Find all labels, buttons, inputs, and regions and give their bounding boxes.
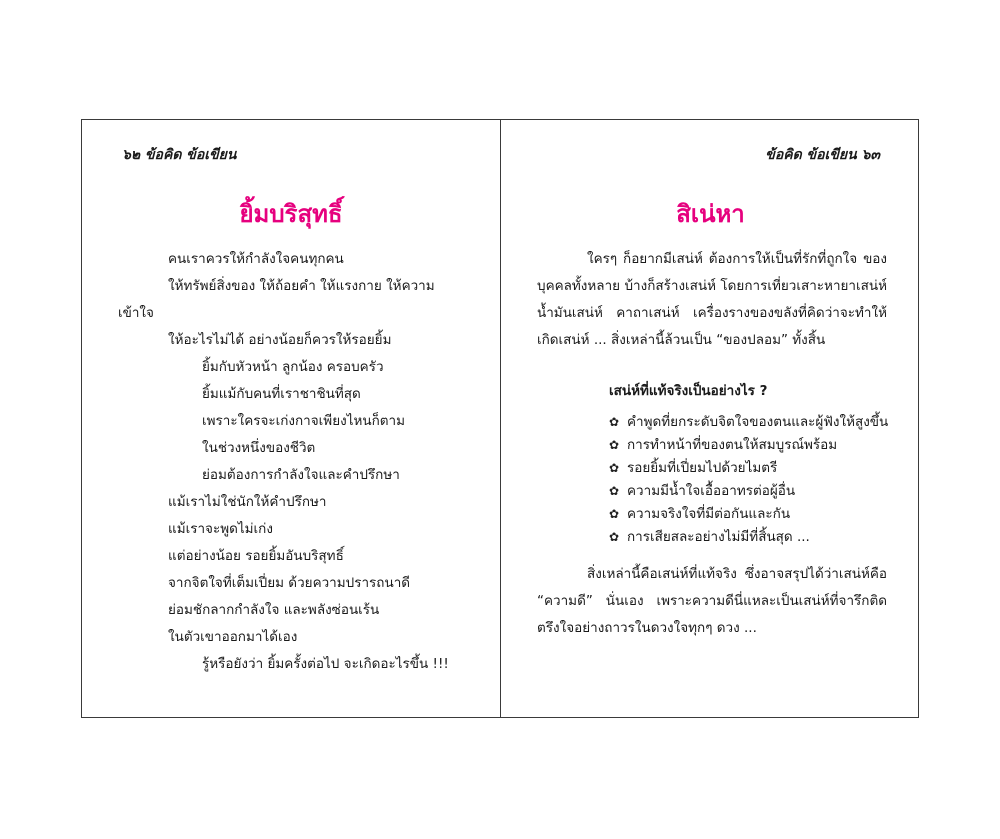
bullet-item [609,411,887,434]
flower-bullet-icon: ✿ [609,484,620,498]
bullet-item [609,434,887,457]
bullet-list [537,411,887,549]
right-page-title: สิเน่หา [676,200,745,228]
right-running-header: ข้อคิด ข้อเขียน ๖๓ [765,147,880,163]
left-running-header: ๖๒ ข้อคิด ข้อเขียน [122,147,237,163]
left-page [82,120,501,717]
poem-line: ยิ้มแม้กับคนที่เราชาชินที่สุด [202,386,361,402]
poem-line: แม้เราจะพูดไม่เก่ง [168,521,273,537]
flower-bullet-icon: ✿ [609,507,620,521]
bullet-text: รอยยิ้มที่เปี่ยมไปด้วยไมตรี [627,460,778,476]
flower-bullet-icon: ✿ [609,415,620,429]
left-poem [118,246,468,678]
bullet-item [609,480,887,503]
flower-bullet-icon: ✿ [609,530,620,544]
left-page-title: ยิ้มบริสุทธิ์ [239,200,343,228]
intro-paragraph: ใครๆ ก็อยากมีเสน่ห์ ต้องการให้เป็นที่รักที่ถูกใจ ของบุคคลทั้งหลาย บ้างก็สร้างเสน่ห์ โดยการเที่ยวเสาะหายาเสน่ห์ น้ำมันเสน่ห์ คาถาเสน่ห์ เครื่องรางของขลังที่คิดว่าจะทำให้เกิดเสน่ห์ ... สิ่งเหล่านี้ล้วนเป็น “ของปลอม” ทั้งสิ้น [537,251,887,348]
poem-line: ในตัวเขาออกมาได้เอง [168,629,298,645]
flower-bullet-icon: ✿ [609,461,620,475]
bullet-text: คำพูดที่ยกระดับจิตใจของตนและผู้ฟังให้สูงขึ้น [627,414,889,430]
bullet-text: ความมีน้ำใจเอื้ออาทรต่อผู้อื่น [627,483,796,499]
flower-bullet-icon: ✿ [609,438,620,452]
poem-line: ย่อมต้องการกำลังใจและคำปรึกษา [202,467,400,483]
bullet-text: การทำหน้าที่ของตนให้สมบูรณ์พร้อม [627,437,838,453]
bullet-item [609,457,887,480]
poem-line: จากจิตใจที่เต็มเปี่ยม ด้วยความปรารถนาดี [168,575,411,591]
poem-line: แต่อย่างน้อย รอยยิ้มอันบริสุทธิ์ [168,548,344,564]
bullet-text: ความจริงใจที่มีต่อกันและกัน [627,506,791,522]
book-spread [81,119,919,718]
right-page [501,120,920,717]
poem-line: ยิ้มกับหัวหน้า ลูกน้อง ครอบครัว [202,359,384,375]
poem-line: ให้ทรัพย์สิ่งของ ให้ถ้อยคำ ให้แรงกาย ให้ความ [168,278,435,294]
poem-line: คนเราควรให้กำลังใจคนทุกคน [168,251,344,267]
poem-line: ในช่วงหนึ่งของชีวิต [202,440,316,456]
closing-paragraph: สิ่งเหล่านี้คือเสน่ห์ที่แท้จริง ซึ่งอาจสรุปได้ว่าเสน่ห์คือ “ความดี” นั่นเอง เพราะความดีนี่แหละเป็นเสน่ห์ที่จารึกติดตรึงใจอย่างถาวรในดวงใจทุกๆ ดวง ... [537,566,887,636]
bullet-item [609,526,887,549]
poem-line: ให้อะไรไม่ได้ อย่างน้อยก็ควรให้รอยยิ้ม [168,332,392,348]
poem-line: เพราะใครจะเก่งกาจเพียงไหนก็ตาม [202,413,406,429]
poem-line: แม้เราไม่ใช่นักให้คำปรึกษา [168,494,327,510]
bullet-item [609,503,887,526]
poem-line: เข้าใจ [118,305,154,321]
poem-line: รู้หรือยังว่า ยิ้มครั้งต่อไป จะเกิดอะไรขึ้น !!! [202,656,449,672]
bullet-text: การเสียสละอย่างไม่มีที่สิ้นสุด ... [627,529,810,545]
section-subheading: เสน่ห์ที่แท้จริงเป็นอย่างไร ? [609,383,768,399]
poem-line: ย่อมชักลากกำลังใจ และพลังซ่อนเร้น [168,602,380,618]
right-body [537,246,887,642]
